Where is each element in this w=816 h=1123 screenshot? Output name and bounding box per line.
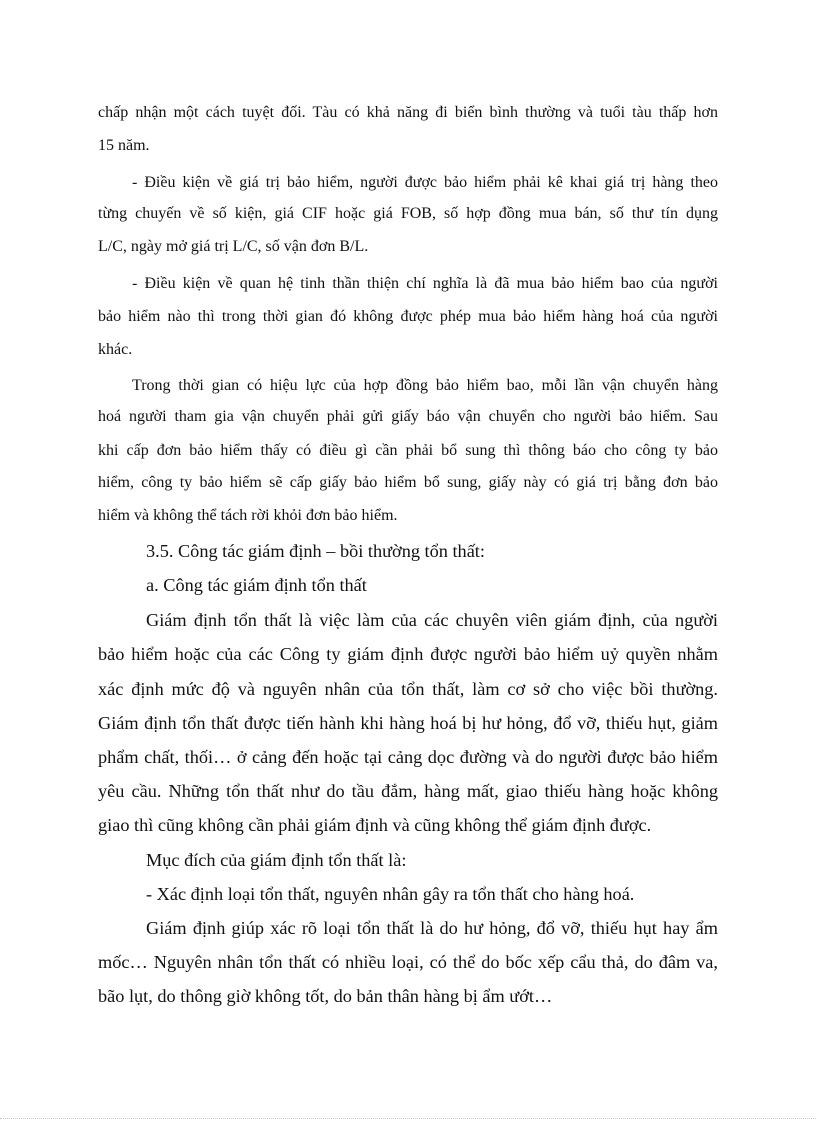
text-line: chấp nhận một cách tuyệt đối. Tàu có khả năng đi biển bình thường và tuổi tàu thấp hơn xyxy=(98,104,718,121)
text-line: 15 năm. xyxy=(98,137,150,154)
text-line: Giám định tổn thất là việc làm của các chuyên viên giám định, của người xyxy=(146,610,718,630)
text-line: hoá người tham gia vận chuyển phải gửi giấy báo vận chuyển cho người bảo hiểm. Sau xyxy=(98,408,718,425)
text-line: bão lụt, do thông giờ không tốt, do bản thân hàng bị ẩm ướt… xyxy=(98,986,553,1006)
text-line: khác. xyxy=(98,341,133,358)
text-line: giao thì cũng không cần phải giám định và cũng không thể giám định được. xyxy=(98,815,652,835)
text-line: L/C, ngày mở giá trị L/C, số vận đơn B/L. xyxy=(98,238,369,255)
text-line: - Điều kiện về giá trị bảo hiểm, người được bảo hiểm phải kê khai giá trị hàng theo xyxy=(132,174,718,191)
text-line: yêu cầu. Những tổn thất như do tầu đắm, hàng mất, giao thiếu hàng hoặc không xyxy=(98,781,718,801)
text-line: - Điều kiện về quan hệ tinh thần thiện chí nghĩa là đã mua bảo hiểm bao của người xyxy=(132,275,718,292)
bullet-line: - Xác định loại tổn thất, nguyên nhân gây ra tổn thất cho hàng hoá. xyxy=(146,884,635,904)
text-line: Giám định tổn thất được tiến hành khi hàng hoá bị hư hỏng, đổ vỡ, thiếu hụt, giảm xyxy=(98,713,718,733)
text-line: từng chuyến về số kiện, giá CIF hoặc giá FOB, số hợp đồng mua bán, số thư tín dụng xyxy=(98,205,718,222)
text-line: hiểm và không thể tách rời khỏi đơn bảo hiểm. xyxy=(98,507,398,524)
text-line: xác định mức độ và nguyên nhân của tổn thất, làm cơ sở cho việc bồi thường. xyxy=(98,679,718,699)
page-bottom-rule xyxy=(0,1118,816,1119)
text-line: bảo hiểm nào thì trong thời gian đó không được phép mua bảo hiểm hàng hoá của người xyxy=(98,308,718,325)
text-line: Trong thời gian có hiệu lực của hợp đồng bảo hiểm bao, mỗi lần vận chuyển hàng xyxy=(132,377,718,394)
section-heading: 3.5. Công tác giám định – bồi thường tổn thất: xyxy=(146,541,485,561)
text-line: bảo hiểm hoặc của các Công ty giám định được người bảo hiểm uỷ quyền nhằm xyxy=(98,644,718,664)
text-line: mốc… Nguyên nhân tổn thất có nhiều loại, có thể do bốc xếp cẩu thả, do đâm va, xyxy=(98,952,718,972)
text-line: khi cấp đơn bảo hiểm thấy có điều gì cần phải bổ sung thì thông báo cho công ty bảo xyxy=(98,442,718,459)
text-line: Mục đích của giám định tổn thất là: xyxy=(146,850,407,870)
text-line: Giám định giúp xác rõ loại tổn thất là do hư hỏng, đổ vỡ, thiếu hụt hay ẩm xyxy=(146,918,718,938)
text-line: phẩm chất, thối… ở cảng đến hoặc tại cảng dọc đường và do người được bảo hiểm xyxy=(98,747,718,767)
subsection-heading: a. Công tác giám định tổn thất xyxy=(146,575,367,595)
text-line: hiểm, công ty bảo hiểm sẽ cấp giấy bảo hiểm bổ sung, giấy này có giá trị bằng đơn bảo xyxy=(98,474,718,491)
